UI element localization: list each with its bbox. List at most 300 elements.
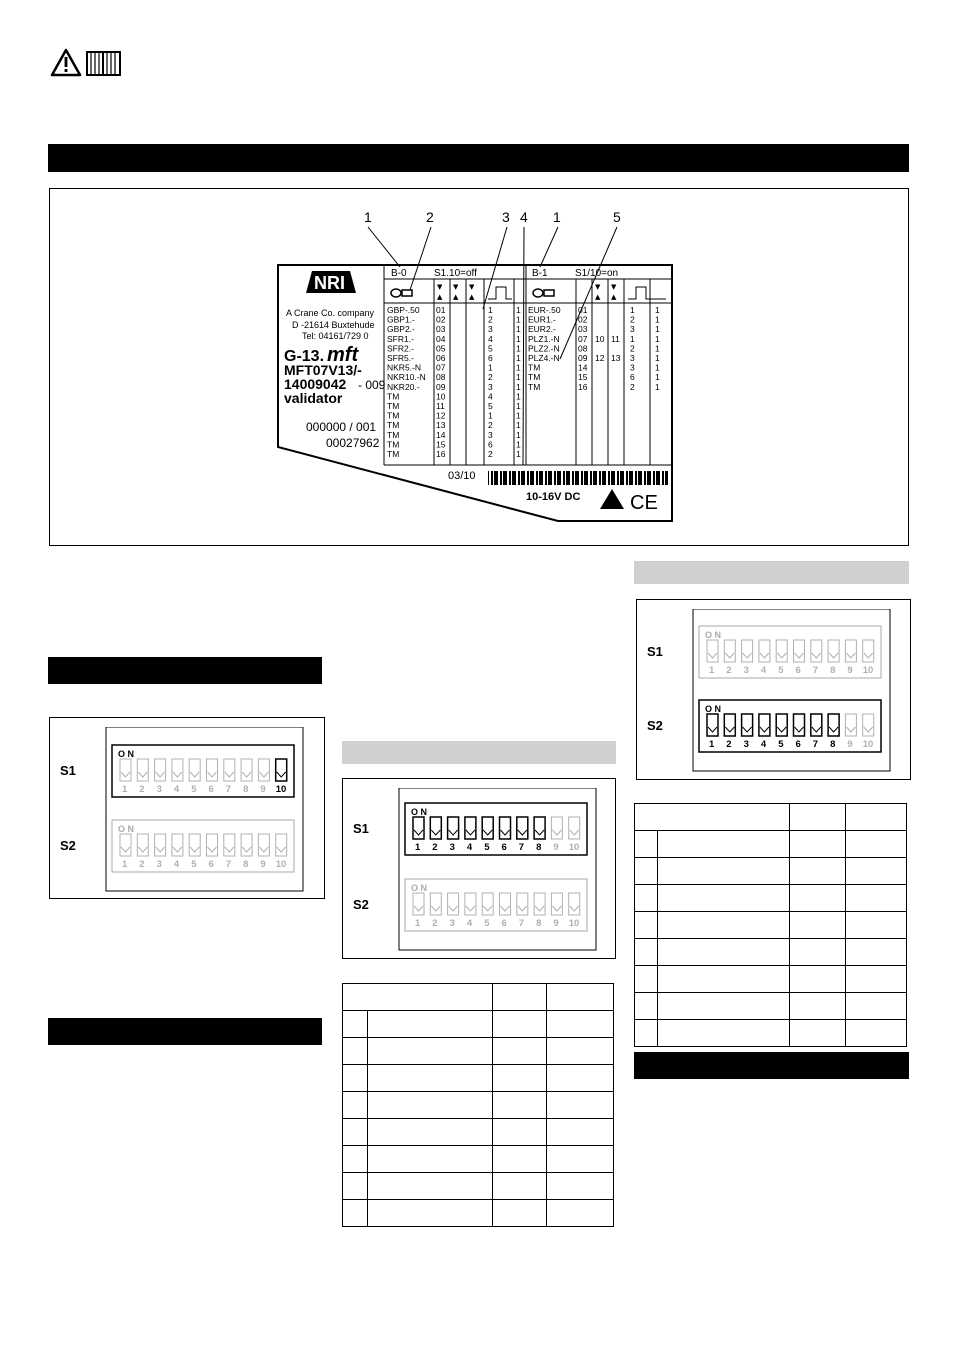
- block0-channel: 09: [436, 381, 446, 392]
- table-cell: [343, 1173, 368, 1200]
- block1-coin-name: EUR2.-: [528, 324, 556, 335]
- left-heading-bar-1: [48, 657, 322, 684]
- table-cell: [546, 1119, 613, 1146]
- barcode-bar: [653, 471, 655, 485]
- block1-value: 1: [630, 305, 635, 315]
- block1-value: 3: [630, 362, 635, 373]
- block0-coin-name: NKR20.-: [387, 381, 420, 392]
- barcode-bar: [647, 471, 650, 485]
- table-cell: [367, 1119, 493, 1146]
- company-text: A Crane Co. company: [286, 308, 375, 318]
- dip-number: 2: [139, 784, 145, 795]
- block0-pulse: 1: [516, 353, 521, 363]
- block1-channel: 09: [578, 353, 588, 363]
- block1-pulse: 1: [655, 314, 660, 325]
- block0-coin-name: TM: [387, 391, 400, 402]
- table-cell: [790, 858, 845, 885]
- dip-number: 9: [847, 739, 853, 750]
- table-cell: [367, 1011, 493, 1038]
- table-cell: [790, 912, 845, 939]
- callout-5: 5: [613, 209, 621, 225]
- dip-number: 6: [501, 918, 507, 929]
- block1-value: 2: [630, 314, 635, 325]
- dip-number: 3: [449, 842, 455, 853]
- block0-channel: 14: [436, 429, 446, 440]
- header-cell: [635, 804, 790, 831]
- dip-number: 5: [778, 739, 784, 750]
- barcode-bar: [491, 471, 493, 485]
- table-cell: [367, 1146, 493, 1173]
- dip-number: 8: [536, 842, 542, 853]
- barcode-bar: [542, 471, 543, 485]
- table-cell: [635, 831, 658, 858]
- voltage-text: 10-16V DC: [526, 491, 581, 503]
- table-cell: [790, 966, 845, 993]
- barcode-bar: [656, 471, 659, 485]
- barcode-bar: [548, 471, 551, 485]
- block1-pulse: 1: [655, 305, 660, 315]
- table-cell: [845, 912, 906, 939]
- on-label: O N: [411, 807, 428, 817]
- dip-number: 2: [432, 918, 438, 929]
- phone-text: Tel: 04161/729 0: [302, 331, 369, 341]
- table-row: [635, 1020, 907, 1047]
- dip-number: 1: [122, 784, 128, 795]
- dip-number: 2: [139, 859, 145, 870]
- header-cell: [343, 984, 493, 1011]
- table-cell: [343, 1092, 368, 1119]
- svg-text:▼: ▼: [611, 283, 617, 291]
- manual-book-icon: [85, 48, 123, 78]
- table-cell: [790, 885, 845, 912]
- barcode-bar: [530, 471, 533, 485]
- block1-pulse: 1: [655, 372, 660, 383]
- dip-number: 10: [275, 859, 287, 870]
- block0-pulse: 1: [516, 362, 521, 373]
- block1-value: 1: [630, 333, 635, 344]
- block1-channel-alt1: 10: [595, 333, 605, 344]
- block0-value: 1: [488, 362, 493, 373]
- coin-table-right: [634, 803, 907, 1047]
- table-cell: [343, 1065, 368, 1092]
- block0-value: 2: [488, 420, 493, 431]
- svg-text:▲: ▲: [469, 293, 475, 301]
- table-cell: [657, 831, 790, 858]
- dip-number: 2: [726, 739, 732, 750]
- header-cell: [845, 804, 906, 831]
- ce-mark: CE: [630, 492, 658, 514]
- brand-logo: NRI: [314, 273, 345, 293]
- block0-value: 1: [488, 305, 493, 315]
- header-cell: [493, 984, 546, 1011]
- table-cell: [635, 966, 658, 993]
- dip-number: 1: [122, 859, 128, 870]
- block0-channel: 13: [436, 420, 446, 431]
- table-cell: [493, 1092, 546, 1119]
- block1-channel: 02: [578, 314, 588, 325]
- part-suffix: - 009: [358, 378, 386, 392]
- barcode-bar: [527, 471, 529, 485]
- block1-channel-alt2: 11: [611, 333, 620, 344]
- table-row: [635, 885, 907, 912]
- header-cell: [790, 804, 845, 831]
- table-cell: [343, 1038, 368, 1065]
- barcode-bar: [659, 471, 660, 485]
- table-cell: [635, 993, 658, 1020]
- block1-value: 3: [630, 324, 635, 335]
- barcode-bar: [518, 471, 520, 485]
- block0-channel: 01: [436, 305, 446, 315]
- barcode-bar: [581, 471, 583, 485]
- table-row: [343, 1011, 614, 1038]
- block0-pulse: 1: [516, 372, 521, 383]
- right-heading-bar-2: [634, 1052, 909, 1079]
- svg-text:▼: ▼: [469, 283, 475, 291]
- block1-coin-name: TM: [528, 381, 541, 392]
- s2-label: S2: [60, 838, 76, 853]
- block0-pulse: 1: [516, 449, 521, 459]
- dip-number: 7: [518, 842, 525, 853]
- barcode-bar: [617, 471, 619, 485]
- block1-rows: [528, 305, 660, 392]
- block1-coin-name: TM: [528, 372, 541, 383]
- dip-number: 3: [449, 918, 455, 929]
- barcode-bar: [665, 471, 668, 485]
- table-row: [635, 939, 907, 966]
- date-text: 03/10: [448, 470, 476, 482]
- table-cell: [845, 831, 906, 858]
- block0-channel: 05: [436, 343, 446, 354]
- table-cell: [493, 1200, 546, 1227]
- block1-pulse: 1: [655, 362, 660, 373]
- barcode-bar: [500, 471, 502, 485]
- table-cell: [790, 939, 845, 966]
- dip-number: 6: [208, 784, 214, 795]
- table-cell: [546, 1173, 613, 1200]
- block1-channel-alt1: 12: [595, 353, 605, 363]
- block1-channel: 15: [578, 372, 588, 383]
- block0-value: 2: [488, 449, 493, 459]
- table-cell: [845, 885, 906, 912]
- block0-coin-name: SFR5.-: [387, 353, 414, 363]
- block0-channel: 06: [436, 353, 446, 363]
- table-row: [635, 966, 907, 993]
- section-heading-bar: [48, 144, 909, 172]
- block0-value: 6: [488, 439, 493, 450]
- table-cell: [367, 1173, 493, 1200]
- block0-channel: 03: [436, 324, 446, 335]
- barcode-bar: [587, 471, 588, 485]
- on-label: O N: [705, 704, 722, 714]
- table-row: [343, 1146, 614, 1173]
- callout-2: 2: [426, 209, 434, 225]
- s1-label: S1: [647, 644, 663, 659]
- barcode-bar: [488, 471, 489, 485]
- block1-channel: 08: [578, 343, 588, 354]
- table-cell: [343, 1200, 368, 1227]
- svg-text:▲: ▲: [437, 293, 443, 301]
- svg-text:▼: ▼: [453, 283, 459, 291]
- block0-value: 1: [488, 410, 493, 421]
- block0-coin-name: SFR2.-: [387, 343, 414, 354]
- serial-text: 000000 / 001: [306, 420, 377, 434]
- block1-pulse: 1: [655, 343, 660, 354]
- block0-value: 4: [488, 333, 493, 344]
- barcode-bar: [632, 471, 633, 485]
- block0-value: 2: [488, 314, 493, 325]
- block1-switch: S1/10=on: [575, 268, 619, 279]
- block0-channel: 02: [436, 314, 446, 325]
- barcode-bar: [638, 471, 641, 485]
- block0-value: 3: [488, 324, 493, 335]
- barcode-bar: [497, 471, 498, 485]
- table-row: [343, 1038, 614, 1065]
- block0-channel: 16: [436, 449, 446, 459]
- block1-coin-name: PLZ4.-N: [528, 353, 560, 363]
- dip-number: 6: [795, 665, 801, 676]
- block0-channel: 08: [436, 372, 446, 383]
- table-cell: [657, 1020, 790, 1047]
- header-cell: [546, 984, 613, 1011]
- block1-value: 6: [630, 372, 635, 383]
- dip-number: 10: [862, 739, 874, 750]
- block0-coin-name: TM: [387, 410, 400, 421]
- table-row: [343, 1092, 614, 1119]
- on-label: O N: [411, 883, 428, 893]
- table-cell: [845, 858, 906, 885]
- barcode-bar: [662, 471, 664, 485]
- dip-number: 7: [812, 665, 819, 676]
- barcode-bar: [539, 471, 542, 485]
- block1-coin-name: PLZ1.-N: [528, 333, 560, 344]
- barcode-bar: [524, 471, 525, 485]
- callout-1: 1: [364, 209, 372, 225]
- table-cell: [657, 966, 790, 993]
- block1-channel: 01: [578, 305, 588, 315]
- model-prefix: G-13.: [284, 348, 325, 365]
- barcode-bar: [533, 471, 534, 485]
- table-cell: [546, 1092, 613, 1119]
- barcode-bar: [494, 471, 497, 485]
- barcode: [488, 471, 668, 485]
- table-cell: [546, 1038, 613, 1065]
- dip-number: 3: [156, 859, 162, 870]
- barcode-bar: [503, 471, 506, 485]
- s1-label: S1: [60, 763, 76, 778]
- block1-pulse: 1: [655, 333, 660, 344]
- block0-rows: [387, 305, 521, 459]
- dip-figure-3: [645, 609, 895, 772]
- block1-channel: 14: [578, 362, 588, 373]
- block0-value: 4: [488, 391, 493, 402]
- block0-value: 5: [488, 401, 493, 411]
- table-cell: [845, 939, 906, 966]
- dip-number: 8: [830, 739, 836, 750]
- block0-value: 3: [488, 429, 493, 440]
- table-cell: [657, 939, 790, 966]
- dip-number: 3: [743, 739, 749, 750]
- dip-number: 6: [208, 859, 214, 870]
- dip-number: 1: [415, 842, 421, 853]
- block0-pulse: 1: [516, 381, 521, 392]
- table-row: [635, 831, 907, 858]
- table-cell: [635, 1020, 658, 1047]
- block0-coin-name: TM: [387, 439, 400, 450]
- barcode-bar: [575, 471, 578, 485]
- block0-pulse: 1: [516, 420, 521, 431]
- address-text: D -21614 Buxtehude: [292, 320, 375, 330]
- dip-number: 5: [191, 859, 197, 870]
- barcode-bar: [560, 471, 561, 485]
- barcode-bar: [623, 471, 624, 485]
- dip-number: 4: [760, 665, 767, 676]
- table-cell: [845, 1020, 906, 1047]
- product-text: validator: [284, 390, 343, 406]
- barcode-bar: [611, 471, 614, 485]
- block0-coin-name: GBP2.-: [387, 324, 415, 335]
- barcode-bar: [557, 471, 560, 485]
- middle-heading-bar: [342, 741, 616, 764]
- table-cell: [635, 885, 658, 912]
- dip-number: 1: [709, 665, 715, 676]
- svg-text:▼: ▼: [595, 283, 601, 291]
- dip-number: 4: [466, 918, 473, 929]
- table-cell: [790, 1020, 845, 1047]
- table-cell: [367, 1038, 493, 1065]
- coin-table-middle: [342, 983, 614, 1227]
- barcode-bar: [512, 471, 515, 485]
- barcode-bar: [566, 471, 569, 485]
- dip-number: 9: [260, 859, 266, 870]
- table-cell: [790, 831, 845, 858]
- table-cell: [546, 1146, 613, 1173]
- block1-coin-name: PLZ2.-N: [528, 343, 560, 354]
- barcode-bar: [584, 471, 587, 485]
- block0-header: B-0: [391, 268, 407, 279]
- block0-channel: 07: [436, 362, 446, 373]
- barcode-bar: [509, 471, 511, 485]
- block1-pulse: 1: [655, 353, 660, 363]
- callout-1b: 1: [553, 209, 561, 225]
- barcode-bar: [506, 471, 507, 485]
- table-cell: [635, 939, 658, 966]
- dip-number: 5: [778, 665, 784, 676]
- dip-number: 8: [243, 859, 249, 870]
- table-cell: [493, 1011, 546, 1038]
- table-row: [343, 1065, 614, 1092]
- block1-coin-name: EUR1.-: [528, 314, 556, 325]
- table-cell: [546, 1200, 613, 1227]
- right-heading-bar: [634, 561, 909, 584]
- dip-number: 6: [795, 739, 801, 750]
- block1-channel-alt2: 13: [611, 353, 621, 363]
- dip-figure-2: [351, 788, 601, 951]
- block1-channel: 07: [578, 333, 588, 344]
- table-cell: [657, 912, 790, 939]
- dip-number: 3: [743, 665, 749, 676]
- table-cell: [367, 1200, 493, 1227]
- block0-switch: S1.10=off: [434, 268, 477, 279]
- s2-label: S2: [647, 718, 663, 733]
- barcode-bar: [635, 471, 637, 485]
- block0-coin-name: GBP1.-: [387, 314, 415, 325]
- dip-number: 5: [191, 784, 197, 795]
- barcode-bar: [572, 471, 574, 485]
- barcode-bar: [629, 471, 632, 485]
- table-cell: [635, 912, 658, 939]
- block1-value: 2: [630, 343, 635, 354]
- block0-pulse: 1: [516, 333, 521, 344]
- table-cell: [845, 966, 906, 993]
- block0-coin-name: TM: [387, 401, 400, 411]
- block0-coin-name: NKR5.-N: [387, 362, 422, 373]
- s1-label: S1: [353, 821, 369, 836]
- table-cell: [546, 1011, 613, 1038]
- dip-number: 1: [709, 739, 715, 750]
- dip-number: 9: [847, 665, 853, 676]
- block1-channel: 03: [578, 324, 588, 335]
- svg-text:▲: ▲: [453, 293, 459, 301]
- block0-value: 5: [488, 343, 493, 354]
- dip-number: 7: [812, 739, 819, 750]
- dip-number: 10: [568, 918, 580, 929]
- block1-coin-name: TM: [528, 362, 541, 373]
- type-label-figure: [50, 189, 908, 545]
- barcode-bar: [521, 471, 524, 485]
- svg-text:▲: ▲: [611, 293, 617, 301]
- table-cell: [845, 993, 906, 1020]
- table-row: [343, 1119, 614, 1146]
- table-cell: [343, 1119, 368, 1146]
- callout-4: 4: [520, 209, 528, 225]
- block0-pulse: 1: [516, 391, 521, 402]
- table-header-row: [343, 984, 614, 1011]
- dip-number: 7: [225, 784, 232, 795]
- table-row: [635, 912, 907, 939]
- part-number: 14009042: [284, 376, 347, 392]
- barcode-bar: [569, 471, 570, 485]
- table-cell: [493, 1065, 546, 1092]
- dip-number: 8: [536, 918, 542, 929]
- block0-channel: 15: [436, 439, 446, 450]
- block0-channel: 12: [436, 410, 446, 421]
- svg-text:▼: ▼: [437, 283, 443, 291]
- barcode-bar: [551, 471, 552, 485]
- model-suffix: mft: [327, 344, 359, 366]
- block0-coin-name: GBP-.50: [387, 305, 420, 315]
- dip-number: 10: [862, 665, 874, 676]
- block0-pulse: 1: [516, 305, 521, 315]
- block1-coin-name: EUR-.50: [528, 305, 561, 315]
- block0-coin-name: SFR1.-: [387, 333, 414, 344]
- table-cell: [657, 993, 790, 1020]
- esd-warning-icon: [600, 489, 624, 509]
- callout-3: 3: [502, 209, 510, 225]
- block0-pulse: 1: [516, 324, 521, 335]
- block0-channel: 10: [436, 391, 446, 402]
- dip-number: 5: [484, 842, 490, 853]
- dip-number: 8: [243, 784, 249, 795]
- dip-number: 1: [415, 918, 421, 929]
- barcode-bar: [545, 471, 547, 485]
- dip-number: 7: [225, 859, 232, 870]
- block1-value: 2: [630, 381, 635, 392]
- block0-coin-name: TM: [387, 420, 400, 431]
- dip-number: 4: [173, 784, 180, 795]
- table-row: [635, 858, 907, 885]
- barcode-bar: [614, 471, 615, 485]
- on-label: O N: [705, 630, 722, 640]
